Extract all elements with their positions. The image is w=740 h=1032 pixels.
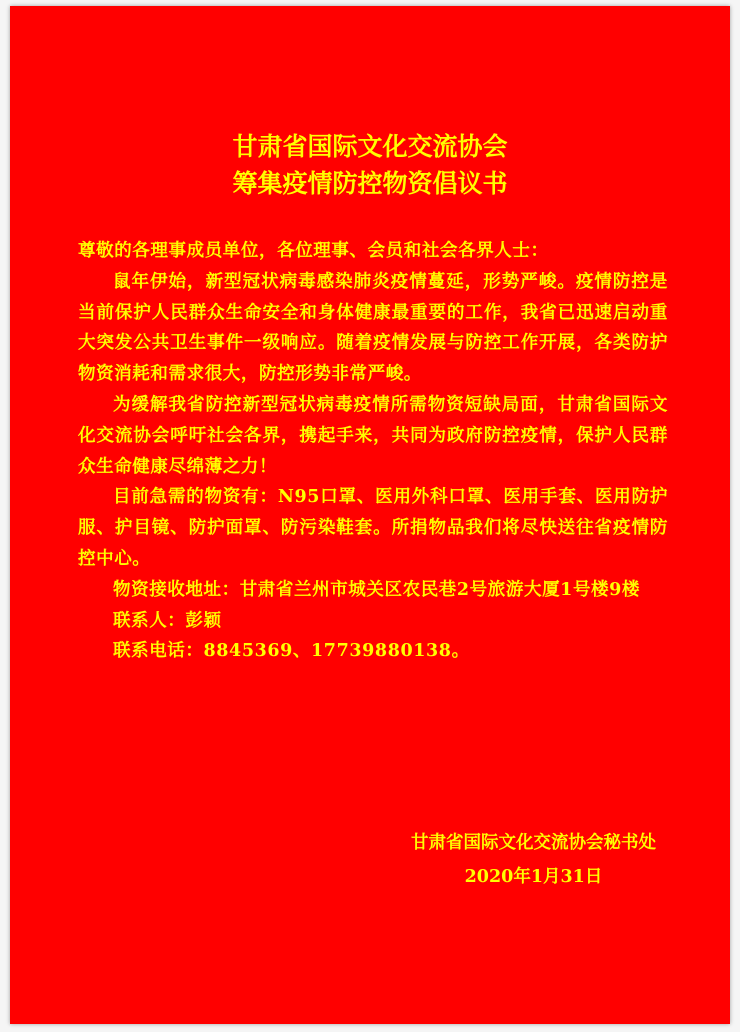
title-line-1: 甘肃省国际文化交流协会 [232,132,508,161]
salutation: 尊敬的各理事成员单位，各位理事、会员和社会各界人士： [78,241,549,261]
paragraph-situation: 鼠年伊始，新型冠状病毒感染肺炎疫情蔓延，形势严峻。疫情防控是当前保护人民群众生命安全和身体健康最重要的工作，我省已迅速启动重大突发公共卫生事件一级响应。随着疫情发展与防控工作开展，各类防护物资消耗和需求很大，防控形势非常严峻。 [78,271,668,385]
paragraph-contact-person: 联系人：彭颖 [113,610,222,631]
document-title [10,128,730,202]
paragraph-appeal: 为缓解我省防控新型冠状病毒疫情所需物资短缺局面，甘肃省国际文化交流协会呼吁社会各界，携起手来，共同为政府防控疫情，保护人民群众生命健康尽绵薄之力！ [78,394,668,477]
signature-org: 甘肃省国际文化交流协会秘书处 [411,833,656,853]
paragraph-needed-supplies: 目前急需的物资有：N95口罩、医用外科口罩、医用手套、医用防护服、护目镜、防护面罩、防污染鞋套。所捐物品我们将尽快送往省疫情防控中心。 [78,487,668,569]
signature-date: 2020年1月31日 [464,867,603,887]
signature-block [411,826,656,894]
paragraph-contact-phone: 联系电话：8845369、17739880138。 [113,641,470,662]
paragraph-address: 物资接收地址：甘肃省兰州市城关区农民巷2号旅游大厦1号楼9楼 [113,579,641,600]
proposal-document [10,6,730,1024]
title-line-2: 筹集疫情防控物资倡议书 [232,169,508,198]
document-body [78,236,668,667]
